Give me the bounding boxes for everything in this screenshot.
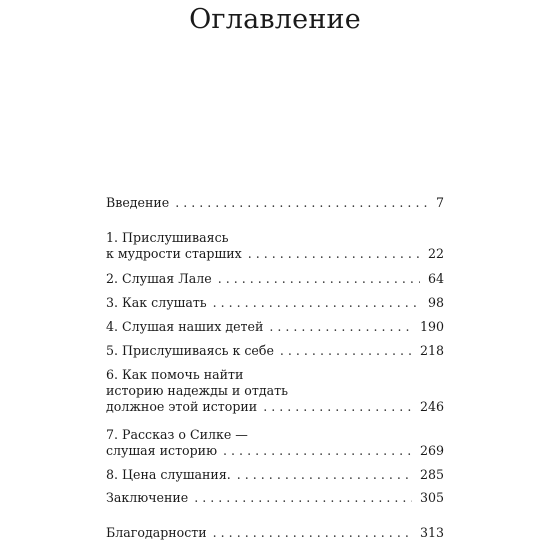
toc-entry-chapter-5[interactable]: [106, 343, 444, 359]
toc-page-number: 22: [427, 246, 444, 261]
toc-page-number: 313: [419, 525, 444, 540]
dot-leader: [218, 271, 420, 287]
toc-entry-acknowledgments[interactable]: [106, 525, 444, 541]
dot-leader: [269, 319, 412, 335]
dot-leader: [280, 343, 412, 359]
page-title: Оглавление: [189, 4, 361, 35]
toc-entry-chapter-7[interactable]: [106, 427, 444, 459]
toc-page-number: 7: [435, 195, 444, 210]
toc-entry-title: должное этой истории: [106, 399, 258, 414]
dot-leader: [175, 195, 428, 211]
toc-entry-chapter-1[interactable]: [106, 230, 444, 262]
dot-leader: [237, 467, 412, 483]
toc-page-number: 269: [419, 443, 444, 458]
toc-page-number: 305: [419, 490, 444, 505]
toc-entry-chapter-4[interactable]: [106, 319, 444, 335]
toc-entry-title-line: 6. Как помочь найти: [106, 367, 244, 382]
dot-leader: [248, 246, 420, 262]
toc-entry-title-line: историю надежды и отдать: [106, 383, 288, 398]
toc-entry-title: 3. Как слушать: [106, 295, 207, 310]
toc-entry-title: к мудрости старших: [106, 246, 242, 261]
dot-leader: [213, 295, 420, 311]
toc-entry-title: Введение: [106, 195, 170, 210]
toc-entry-chapter-2[interactable]: [106, 271, 444, 287]
toc-entry-conclusion[interactable]: [106, 490, 444, 506]
toc-entry-chapter-6[interactable]: [106, 367, 444, 415]
toc-entry-title: 8. Цена слушания.: [106, 467, 231, 482]
toc-entry-title: Благодарности: [106, 525, 207, 540]
toc-entry-introduction[interactable]: [106, 195, 444, 211]
toc-page-number: 218: [419, 343, 444, 358]
toc-entry-chapter-8[interactable]: [106, 467, 444, 483]
toc-entry-title: 5. Прислушиваясь к себе: [106, 343, 274, 358]
toc-entry-chapter-3[interactable]: [106, 295, 444, 311]
table-of-contents: [106, 0, 444, 550]
toc-entry-title: слушая историю: [106, 443, 218, 458]
dot-leader: [223, 443, 412, 459]
toc-entry-title: Заключение: [106, 490, 189, 505]
toc-page-number: 64: [427, 271, 444, 286]
toc-page-number: 285: [419, 467, 444, 482]
toc-page-number: 246: [419, 399, 444, 414]
toc-page-number: 98: [427, 295, 444, 310]
dot-leader: [194, 490, 412, 506]
toc-entry-title: 4. Слушая наших детей: [106, 319, 264, 334]
toc-entry-title-line: 7. Рассказ о Силке —: [106, 427, 248, 442]
toc-entry-title: 2. Слушая Лале: [106, 271, 212, 286]
toc-entry-title-line: 1. Прислушиваясь: [106, 230, 229, 245]
dot-leader: [213, 525, 412, 541]
dot-leader: [263, 399, 412, 415]
toc-page-number: 190: [419, 319, 444, 334]
